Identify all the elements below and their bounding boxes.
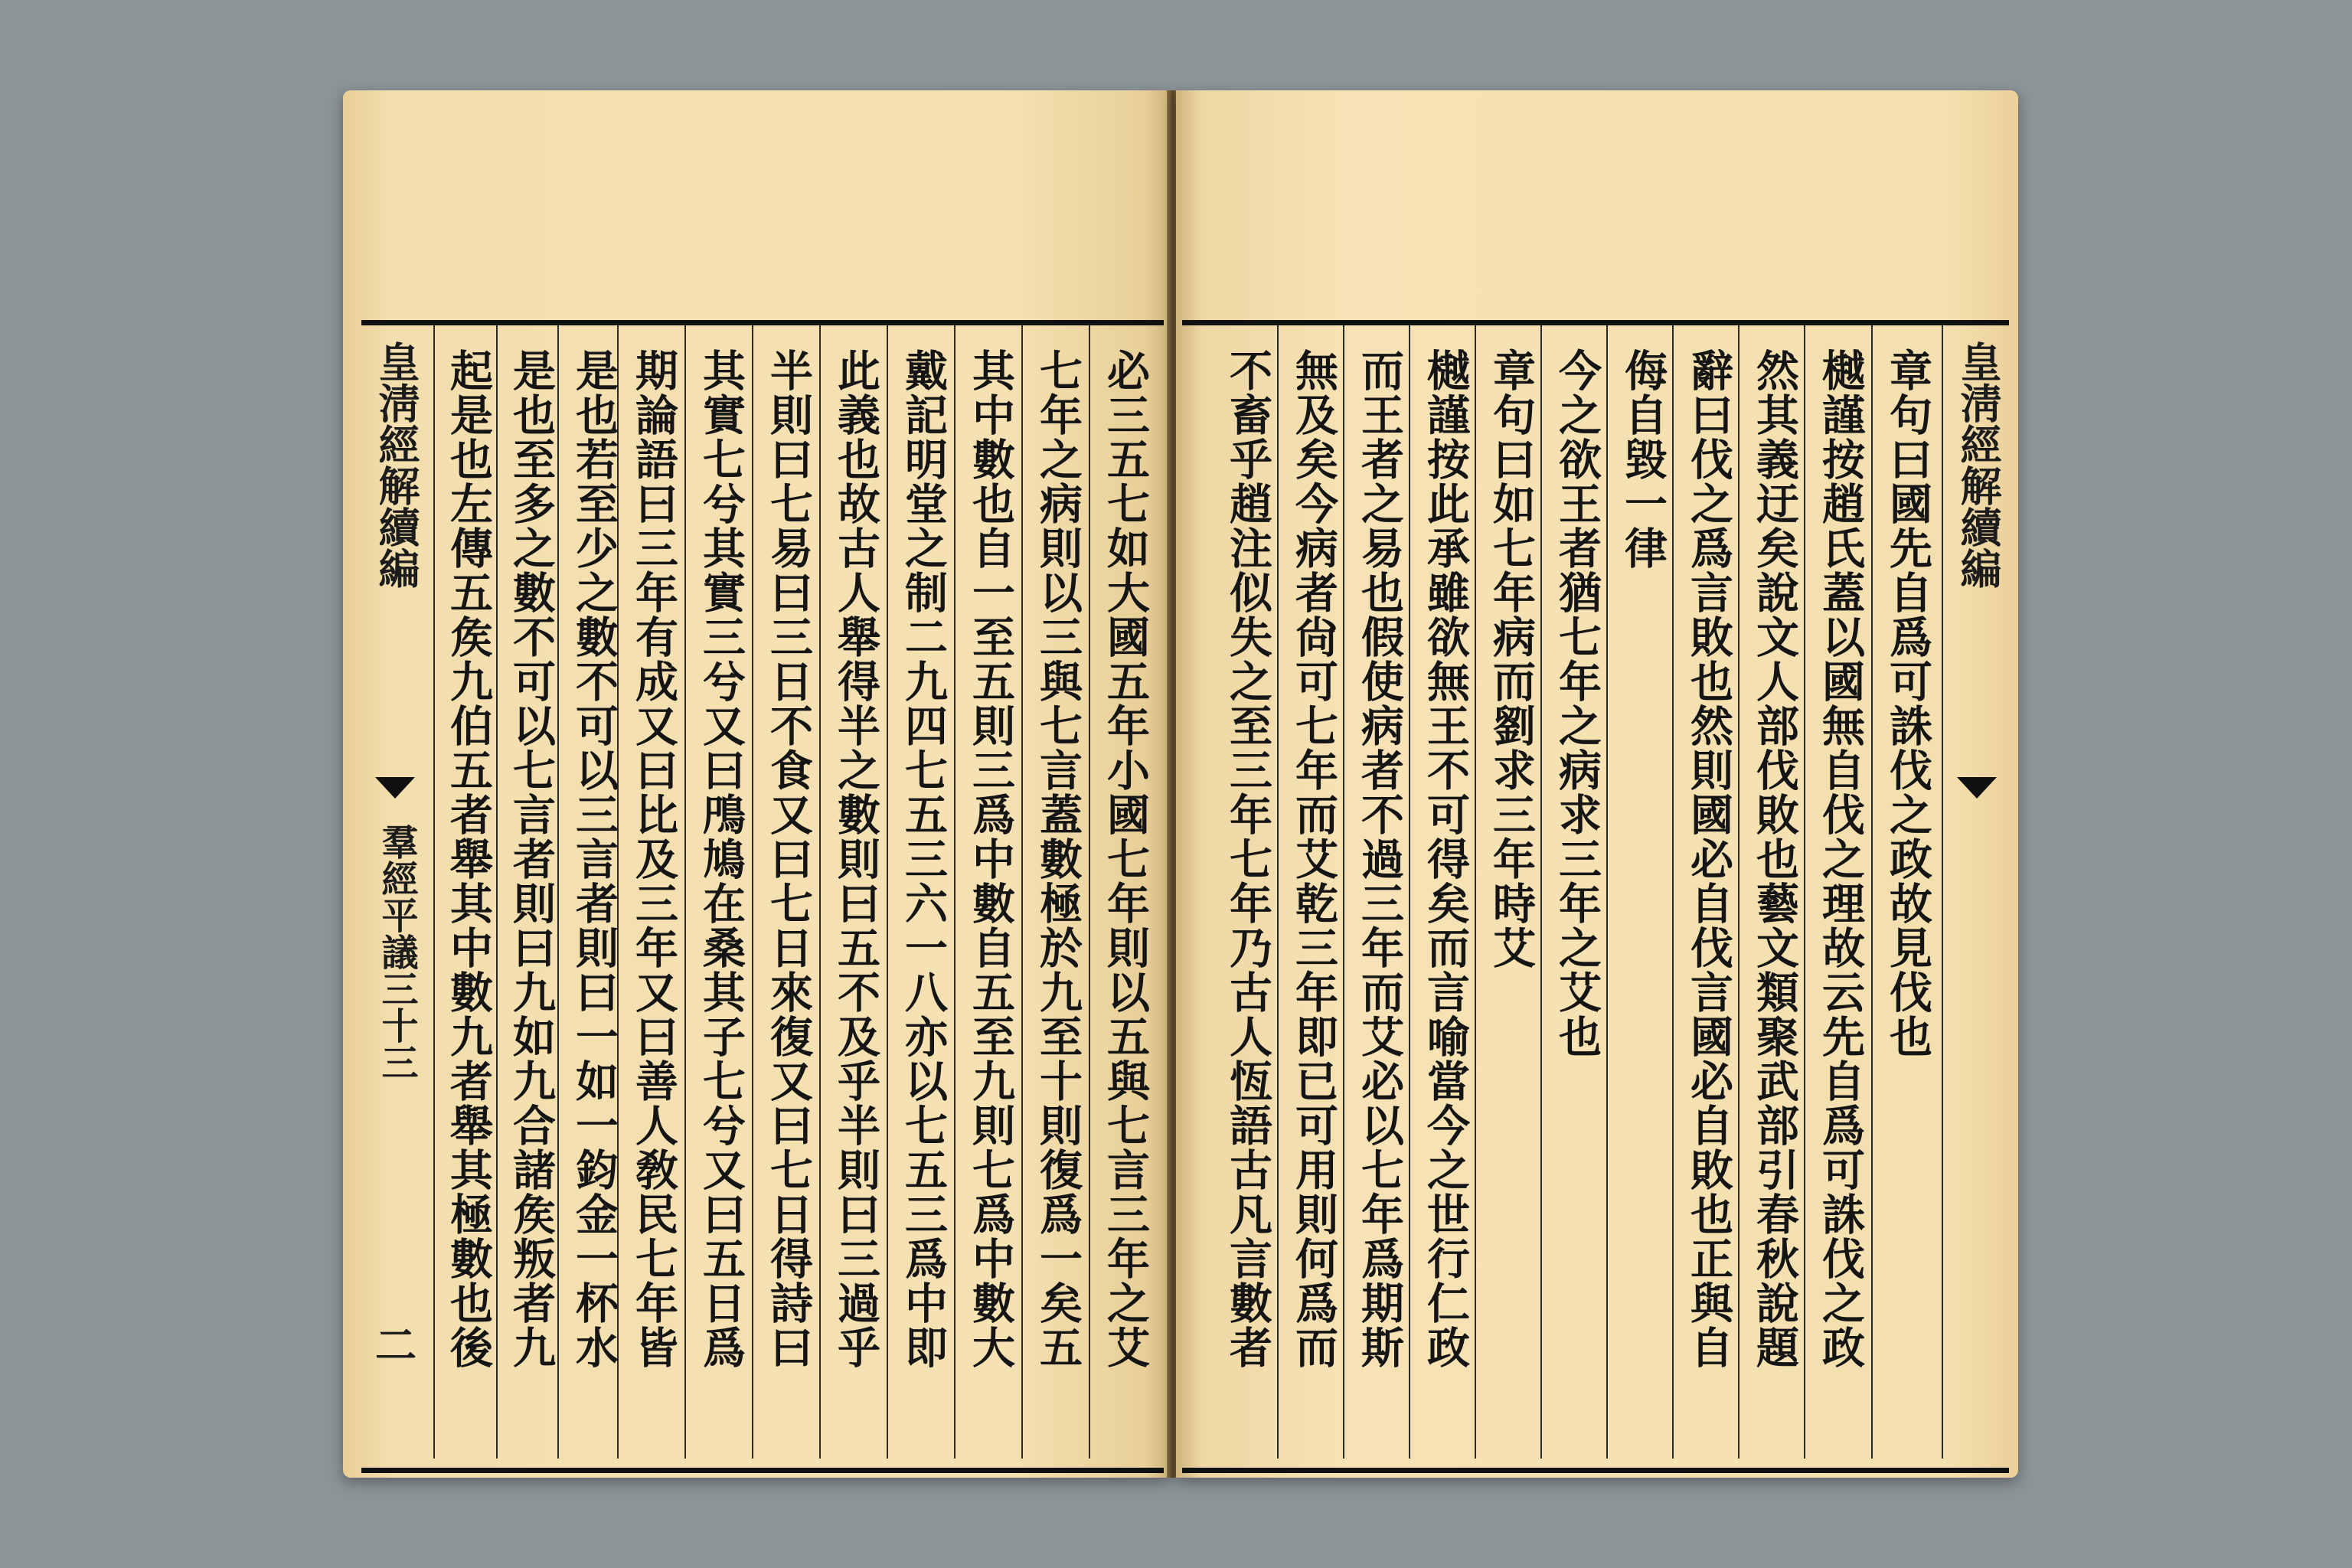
- column-rule: [1942, 325, 1943, 1459]
- right-margin-title: 皇淸經解續編: [1954, 341, 2003, 589]
- fish-tail-mark: [1957, 777, 1997, 799]
- text-column-5: 此義也故古人舉得半之數則曰五不及乎半則曰三過乎: [831, 348, 881, 1370]
- left-page: [343, 90, 1170, 1478]
- column-rule: [1475, 325, 1476, 1459]
- column-rule: [1343, 325, 1344, 1459]
- text-column-4: 辭曰伐之爲言敗也然則國必自伐言國必自敗也正與自: [1684, 348, 1734, 1370]
- left-margin-subtitle: 羣經平議三十三: [375, 823, 418, 1080]
- column-rule: [1804, 325, 1805, 1459]
- column-rule: [684, 325, 686, 1459]
- text-column-2: 七年之病則以三與七言蓋數極於九至十則復爲一矣五: [1033, 348, 1083, 1370]
- text-column-9: 而王者之易也假使病者不過三年而艾必以七年爲期斯: [1354, 348, 1405, 1370]
- text-column-1: 章句曰國先自爲可誅伐之政故見伐也: [1883, 348, 1933, 1059]
- fish-tail-mark: [375, 777, 415, 799]
- text-column-11: 起是也左傳五矦九伯五者舉其中數九者舉其極數也後: [443, 348, 494, 1370]
- text-column-9: 是也若至少之數不可以三言者則曰一如一鈞金一杯水: [569, 348, 619, 1370]
- open-book: [343, 90, 2018, 1478]
- column-rule: [433, 325, 435, 1459]
- column-rule: [1672, 325, 1674, 1459]
- column-rule: [1606, 325, 1608, 1459]
- column-rule: [1021, 325, 1023, 1459]
- text-column-6: 半則曰七易曰三日不食又曰七日來復又曰七日得詩曰: [763, 348, 814, 1370]
- text-column-8: 期論語曰三年有成又曰比及三年又曰善人敎民七年皆: [629, 348, 679, 1370]
- text-column-2: 樾謹按趙氏蓋以國無自伐之理故云先自爲可誅伐之政: [1815, 348, 1866, 1370]
- text-column-11: 不畜乎趙注似失之至三年七年乃古人恆語古凡言數者: [1223, 348, 1273, 1370]
- column-rule: [752, 325, 753, 1459]
- column-rule: [1409, 325, 1410, 1459]
- column-rule: [1540, 325, 1542, 1459]
- text-column-6: 今之欲王者猶七年之病求三年之艾也: [1552, 348, 1602, 1059]
- text-column-5: 侮自毀一律: [1618, 348, 1668, 570]
- text-column-3: 其中數也自一至五則三爲中數自五至九則七爲中數大: [965, 348, 1016, 1370]
- text-column-4: 戴記明堂之制二九四七五三六一八亦以七五三爲中即: [898, 348, 949, 1370]
- column-rule: [954, 325, 956, 1459]
- text-column-10: 無及矣今病者尙可七年而艾乾三年即已可用則何爲而: [1289, 348, 1339, 1370]
- column-rule: [1738, 325, 1740, 1459]
- column-rule: [1871, 325, 1873, 1459]
- right-page: [1176, 90, 2018, 1478]
- text-column-7: 章句曰如七年病而劉求三年時艾: [1486, 348, 1537, 970]
- column-rule: [819, 325, 821, 1459]
- text-column-10: 是也至多之數不可以七言者則曰九如九合諸矦叛者九: [506, 348, 557, 1370]
- text-column-1: 必三五七如大國五年小國七年則以五與七言三年之艾: [1100, 348, 1151, 1370]
- column-rule: [1089, 325, 1090, 1459]
- column-rule: [1277, 325, 1279, 1459]
- left-margin-title: 皇淸經解續編: [372, 341, 421, 589]
- text-column-8: 樾謹按此承雖欲無王不可得矣而言喻當今之世行仁政: [1420, 348, 1471, 1370]
- left-page-text-frame: [361, 320, 1164, 1473]
- column-rule: [887, 325, 888, 1459]
- right-page-text-frame: [1182, 320, 2009, 1473]
- text-column-3: 然其義迂矣說文人部伐敗也藝文類聚武部引春秋說題: [1749, 348, 1800, 1370]
- text-column-7: 其實七兮其實三兮又曰鳲鳩在桑其子七兮又曰五日爲: [696, 348, 746, 1370]
- page-number: 二: [375, 1321, 416, 1370]
